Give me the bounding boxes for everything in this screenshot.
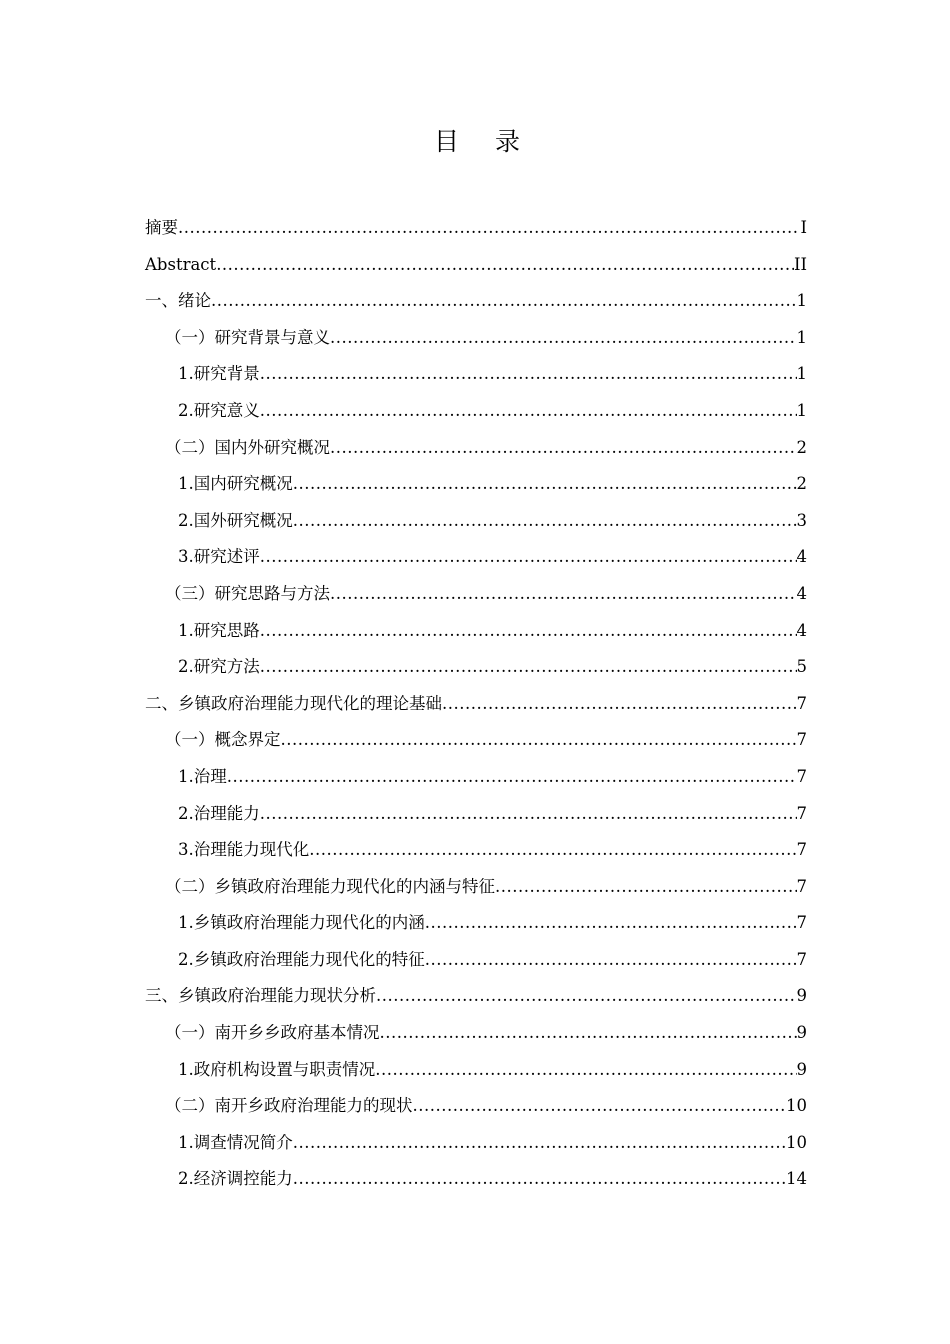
toc-dot-leader: [380, 1015, 797, 1052]
toc-entry[interactable]: [145, 978, 807, 1015]
toc-entry[interactable]: [145, 796, 807, 833]
toc-dot-leader: [293, 503, 797, 540]
toc-entry-page-number: 7: [796, 730, 807, 750]
toc-dot-leader: [330, 576, 797, 613]
toc-entry-label: 1.政府机构设置与职责情况: [178, 1059, 376, 1079]
toc-entry-label: 3.研究述评: [178, 547, 260, 567]
toc-entry-page-number: 7: [796, 693, 807, 713]
toc-entry[interactable]: [145, 247, 807, 284]
toc-entry-label: 1.调查情况简介: [178, 1132, 293, 1152]
toc-entry-page-number: 7: [796, 766, 807, 786]
toc-entry-label: 一、绪论: [145, 291, 211, 311]
toc-dot-leader: [260, 613, 797, 650]
toc-dot-leader: [425, 942, 797, 979]
toc-entry-label: 2.经济调控能力: [178, 1169, 293, 1189]
toc-entry[interactable]: [145, 905, 807, 942]
toc-dot-leader: [495, 869, 797, 906]
toc-entry-label: （二）国内外研究概况: [165, 437, 330, 457]
toc-entry-page-number: 10: [786, 1096, 807, 1116]
toc-entry-page-number: 9: [796, 1023, 807, 1043]
toc-entry-page-number: 10: [786, 1132, 807, 1152]
toc-dot-leader: [293, 1125, 786, 1162]
toc-entry-label: 2.乡镇政府治理能力现代化的特征: [178, 949, 425, 969]
toc-dot-leader: [330, 320, 797, 357]
toc-entry-page-number: I: [800, 218, 807, 237]
toc-entry[interactable]: [145, 1052, 807, 1089]
toc-entry[interactable]: [145, 283, 807, 320]
toc-entry-page-number: 1: [796, 364, 807, 384]
toc-entry-label: （一）概念界定: [165, 730, 281, 750]
toc-dot-leader: [178, 210, 800, 247]
toc-entry-label: （二）南开乡政府治理能力的现状: [165, 1096, 413, 1116]
toc-entry-label: 摘要: [145, 218, 178, 237]
toc-dot-leader: [260, 649, 797, 686]
toc-entry[interactable]: [145, 320, 807, 357]
toc-entry-page-number: 7: [796, 876, 807, 896]
toc-dot-leader: [260, 393, 797, 430]
toc-entry[interactable]: [145, 1125, 807, 1162]
toc-entry[interactable]: [145, 539, 807, 576]
toc-entry[interactable]: [145, 686, 807, 723]
toc-entry[interactable]: [145, 649, 807, 686]
toc-dot-leader: [216, 247, 794, 284]
toc-entry-label: 2.研究意义: [178, 400, 260, 420]
toc-dot-leader: [227, 759, 797, 796]
toc-entry[interactable]: [145, 393, 807, 430]
toc-entry-label: 1.国内研究概况: [178, 474, 293, 494]
toc-entry-page-number: 3: [796, 510, 807, 530]
toc-dot-leader: [293, 466, 797, 503]
toc-dot-leader: [260, 796, 797, 833]
toc-dot-leader: [376, 978, 797, 1015]
toc-entry-page-number: 7: [796, 913, 807, 933]
toc-entry-label: 2.治理能力: [178, 803, 260, 823]
toc-dot-leader: [260, 539, 797, 576]
toc-entry[interactable]: [145, 466, 807, 503]
toc-dot-leader: [309, 832, 796, 869]
toc-entry-page-number: 1: [796, 291, 807, 311]
toc-entry[interactable]: [145, 759, 807, 796]
toc-entry[interactable]: [145, 430, 807, 467]
toc-entry[interactable]: [145, 1088, 807, 1125]
toc-entry-page-number: 14: [786, 1169, 807, 1189]
toc-entry-label: Abstract: [145, 254, 217, 274]
toc-dot-leader: [293, 1161, 786, 1198]
toc-entry-label: 1.研究思路: [178, 620, 260, 640]
toc-entry-label: （一）研究背景与意义: [165, 327, 330, 347]
toc-entry-page-number: 9: [796, 986, 807, 1006]
toc-entry-label: （一）南开乡乡政府基本情况: [165, 1023, 380, 1043]
toc-dot-leader: [413, 1088, 787, 1125]
toc-entry[interactable]: [145, 356, 807, 393]
toc-entry-page-number: II: [793, 254, 807, 274]
toc-entry-page-number: 2: [796, 474, 807, 494]
toc-entry-label: 1.乡镇政府治理能力现代化的内涵: [178, 913, 425, 933]
toc-entry[interactable]: [145, 210, 807, 247]
toc-entry[interactable]: [145, 503, 807, 540]
toc-entry-page-number: 9: [796, 1059, 807, 1079]
toc-entry-label: 2.国外研究概况: [178, 510, 293, 530]
toc-entry-page-number: 7: [796, 840, 807, 860]
toc-entry-page-number: 1: [796, 400, 807, 420]
toc-entry-label: （二）乡镇政府治理能力现代化的内涵与特征: [165, 876, 495, 896]
toc-entry-label: 1.治理: [178, 766, 227, 786]
toc-entry-page-number: 1: [796, 327, 807, 347]
toc-dot-leader: [375, 1052, 796, 1089]
toc-entry-page-number: 7: [796, 949, 807, 969]
toc-entry-page-number: 4: [796, 547, 807, 567]
page-title: 目 录: [434, 127, 534, 156]
toc-entry-page-number: 5: [796, 657, 807, 677]
toc-entry-label: （三）研究思路与方法: [165, 583, 330, 603]
toc-entry[interactable]: [145, 869, 807, 906]
toc-dot-leader: [281, 722, 797, 759]
toc-entry[interactable]: [145, 832, 807, 869]
toc-entry[interactable]: [145, 1161, 807, 1198]
toc-entry-page-number: 2: [796, 437, 807, 457]
toc-entry-page-number: 4: [796, 583, 807, 603]
toc-entry-label: 二、乡镇政府治理能力现代化的理论基础: [145, 693, 442, 713]
toc-dot-leader: [211, 283, 797, 320]
table-of-contents: [145, 210, 807, 1198]
toc-entry[interactable]: [145, 1015, 807, 1052]
toc-entry-label: 三、乡镇政府治理能力现状分析: [145, 986, 376, 1006]
toc-dot-leader: [442, 686, 797, 723]
toc-entry[interactable]: [145, 722, 807, 759]
toc-entry-label: 1.研究背景: [178, 364, 260, 384]
toc-dot-leader: [260, 356, 797, 393]
toc-entry[interactable]: [145, 942, 807, 979]
toc-entry-page-number: 4: [796, 620, 807, 640]
toc-entry-label: 3.治理能力现代化: [178, 840, 310, 860]
toc-dot-leader: [425, 905, 797, 942]
toc-dot-leader: [330, 430, 797, 467]
toc-entry[interactable]: [145, 576, 807, 613]
toc-entry[interactable]: [145, 613, 807, 650]
toc-entry-label: 2.研究方法: [178, 657, 260, 677]
toc-entry-page-number: 7: [796, 803, 807, 823]
